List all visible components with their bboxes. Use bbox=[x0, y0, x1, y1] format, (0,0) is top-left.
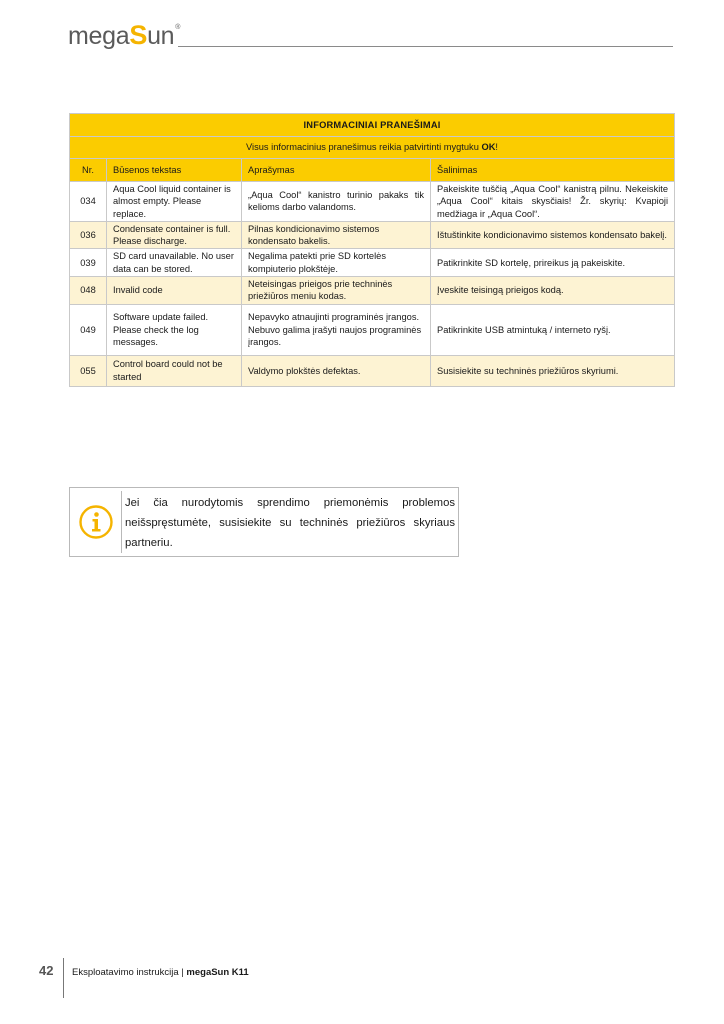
footer-product: megaSun K11 bbox=[186, 967, 249, 978]
table-header-row bbox=[70, 159, 675, 182]
footer-divider bbox=[63, 958, 64, 998]
row-remedy: Patikrinkite USB atmintuką / interneto ryšį. bbox=[431, 304, 675, 355]
column-header-status: Būsenos tekstas bbox=[107, 159, 242, 182]
row-description: Pilnas kondicionavimo sistemos kondensato bakelis. bbox=[242, 221, 431, 249]
column-header-description: Aprašymas bbox=[242, 159, 431, 182]
subtitle-text: Visus informacinius pranešimus reikia patvirtinti mygtuku bbox=[246, 142, 482, 153]
subtitle-ok: OK bbox=[481, 142, 496, 153]
footer-title bbox=[72, 967, 249, 978]
row-remedy: Susisiekite su techninės priežiūros skyriumi. bbox=[431, 355, 675, 386]
footer-manual: Eksploatavimo instrukcija | bbox=[72, 967, 187, 978]
page-number: 42 bbox=[39, 963, 54, 978]
info-notice bbox=[69, 487, 459, 557]
table-row bbox=[70, 182, 675, 222]
table-title: INFORMACINIAI PRANEŠIMAI bbox=[70, 114, 675, 137]
megasun-logo bbox=[68, 22, 180, 49]
row-nr: 048 bbox=[70, 277, 107, 305]
row-nr: 039 bbox=[70, 249, 107, 277]
row-description: Valdymo plokštės defektas. bbox=[242, 355, 431, 386]
row-status: Control board could not be started bbox=[107, 355, 242, 386]
logo-s: S bbox=[129, 20, 148, 50]
header-rule bbox=[178, 46, 673, 47]
row-remedy: Pakeiskite tuščią „Aqua Cool“ kanistrą pilnu. Nekeiskite „Aqua Cool“ kitais skysčiais! Žr. skyrių: Kvapioji medžiaga ir „Aqua Cool“. bbox=[431, 182, 675, 222]
column-header-nr: Nr. bbox=[70, 159, 107, 182]
row-description-line: Nebuvo galima įrašyti naujos programinės įrangos. bbox=[248, 324, 422, 347]
logo-registered-mark: ® bbox=[175, 24, 181, 31]
notice-divider bbox=[121, 491, 122, 553]
row-status: Condensate container is full. Please discharge. bbox=[107, 221, 242, 249]
row-description-line: Nepavyko atnaujinti programinės įrangos. bbox=[248, 312, 420, 323]
table-row bbox=[70, 355, 675, 386]
row-remedy: Patikrinkite SD kortelę, prireikus ją pakeiskite. bbox=[431, 249, 675, 277]
row-description: „Aqua Cool“ kanistro turinio pakaks tik kelioms darbo valandoms. bbox=[242, 182, 431, 222]
row-description bbox=[242, 304, 431, 355]
row-remedy: Ištuštinkite kondicionavimo sistemos kondensato bakelį. bbox=[431, 221, 675, 249]
table-row bbox=[70, 249, 675, 277]
row-status: SD card unavailable. No user data can be stored. bbox=[107, 249, 242, 277]
table-row bbox=[70, 304, 675, 355]
row-status: Software update failed. Please check the log messages. bbox=[107, 304, 242, 355]
table-row bbox=[70, 221, 675, 249]
logo-suffix: un bbox=[147, 22, 175, 50]
row-remedy: Įveskite teisingą prieigos kodą. bbox=[431, 277, 675, 305]
subtitle-end: ! bbox=[495, 142, 499, 153]
notice-text: Jei čia nurodytomis sprendimo priemonėmis problemos neišspręstumėte, susisiekite su techninės priežiūros skyriaus partneriu. bbox=[125, 497, 455, 549]
row-description: Negalima patekti prie SD kortelės kompiuterio plokštėje. bbox=[242, 249, 431, 277]
row-nr: 036 bbox=[70, 221, 107, 249]
info-icon bbox=[78, 504, 114, 540]
table-subtitle bbox=[70, 137, 675, 159]
row-status: Invalid code bbox=[107, 277, 242, 305]
logo-prefix: mega bbox=[68, 22, 130, 50]
row-nr: 034 bbox=[70, 182, 107, 222]
table-row bbox=[70, 277, 675, 305]
row-description: Neteisingas prieigos prie techninės priežiūros meniu kodas. bbox=[242, 277, 431, 305]
info-messages-table bbox=[69, 113, 675, 387]
row-status: Aqua Cool liquid container is almost empty. Please replace. bbox=[107, 182, 242, 222]
column-header-remedy: Šalinimas bbox=[431, 159, 675, 182]
row-nr: 055 bbox=[70, 355, 107, 386]
row-nr: 049 bbox=[70, 304, 107, 355]
